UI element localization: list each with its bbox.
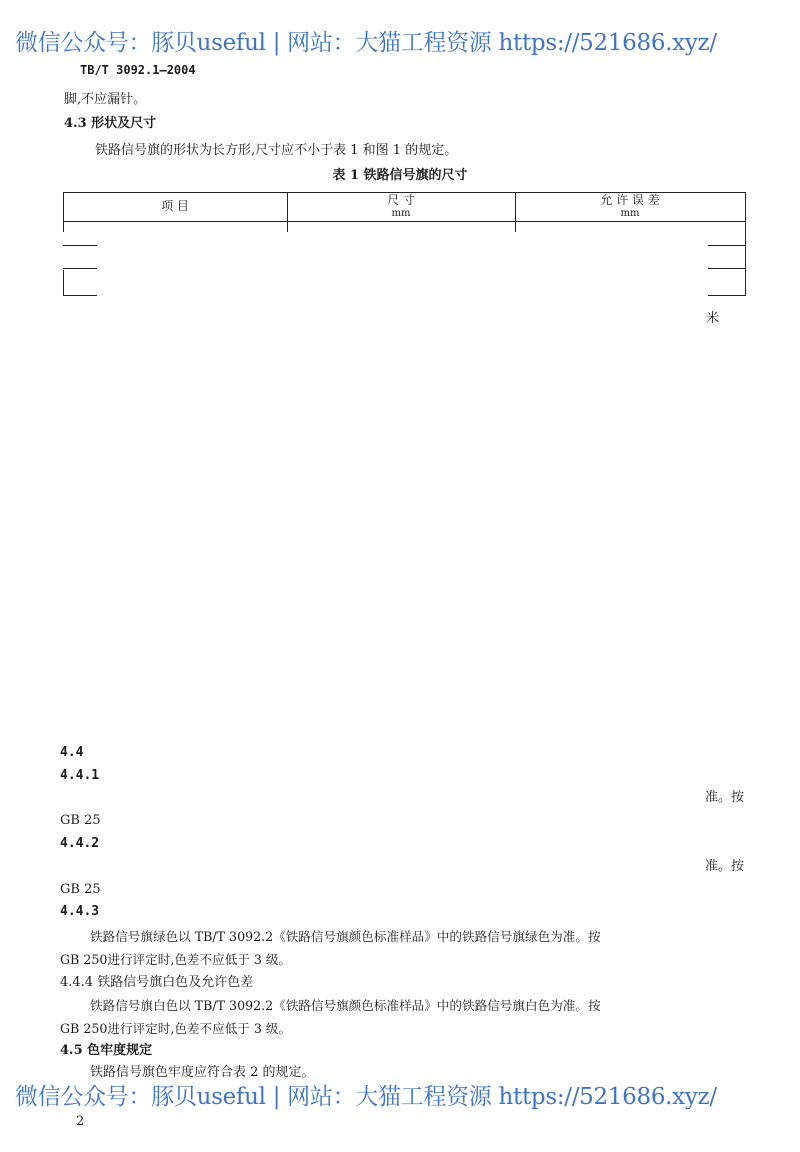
text-fragment: GB 25	[60, 813, 101, 828]
page-number: 2	[76, 1114, 85, 1129]
table-header-size: 尺 寸	[387, 193, 415, 207]
section-heading: 4.4.1	[60, 768, 100, 783]
paragraph: 铁路信号旗绿色以 TB/T 3092.2《铁路信号旗颜色标准样品》中的铁路信号旗绿色为准。按	[90, 929, 601, 944]
paragraph: 铁路信号旗的形状为长方形,尺寸应不小于表 1 和图 1 的规定。	[95, 143, 458, 158]
section-heading: 4.4.3	[60, 904, 100, 919]
section-heading: 4.5 色牢度规定	[60, 1043, 153, 1058]
paragraph: 铁路信号旗色牢度应符合表 2 的规定。	[90, 1065, 315, 1080]
section-heading: 4.3 形状及尺寸	[64, 116, 157, 131]
table-header-item: 项 目	[161, 199, 189, 213]
text-fragment: 准。按	[705, 859, 745, 874]
watermark-bottom: 微信公众号：豚贝useful | 网站：大猫工程资源 https://521686.xyz/	[15, 1084, 717, 1110]
watermark-top: 微信公众号：豚贝useful | 网站：大猫工程资源 https://521686.xyz/	[15, 30, 717, 56]
section-heading: 4.4.4 铁路信号旗白色及允许色差	[60, 975, 254, 990]
table-header-size-unit: mm	[391, 208, 411, 219]
text-line: 脚,不应漏针。	[64, 92, 147, 107]
table-header-tolerance: 允 许 误 差	[600, 193, 660, 207]
section-heading: 4.4.2	[60, 836, 100, 851]
paragraph: GB 250进行评定时,色差不应低于 3 级。	[60, 1021, 292, 1036]
paragraph: GB 250进行评定时,色差不应低于 3 级。	[60, 952, 292, 967]
doc-header: TB/T 3092.1—2004	[80, 63, 196, 77]
text-fragment: GB 25	[60, 882, 101, 897]
text-fragment: 米	[706, 311, 720, 326]
table-caption: 表 1 铁路信号旗的尺寸	[332, 168, 468, 183]
table-header-tolerance-unit: mm	[620, 208, 640, 219]
text-fragment: 准。按	[705, 790, 745, 805]
paragraph: 铁路信号旗白色以 TB/T 3092.2《铁路信号旗颜色标准样品》中的铁路信号旗白色为准。按	[90, 998, 601, 1013]
section-heading: 4.4	[60, 745, 84, 760]
